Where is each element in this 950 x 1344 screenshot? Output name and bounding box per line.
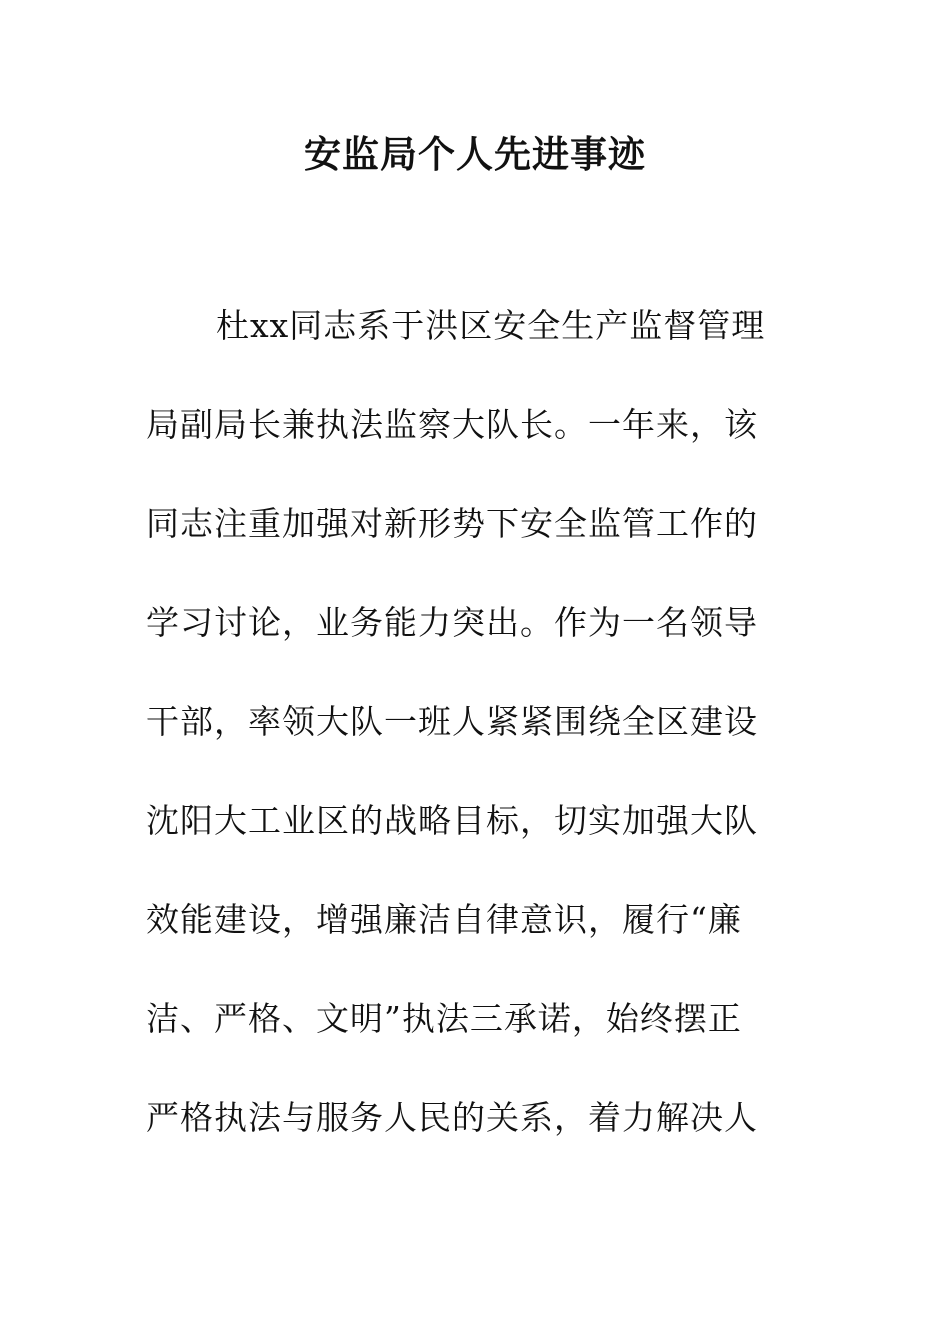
document-title: 安监局个人先进事迹 [304, 132, 646, 176]
document-body [146, 300, 806, 1191]
paragraph-line: 洁、严格、文明”执法三承诺，始终摆正 [146, 999, 742, 1038]
paragraph-line: 杜xx同志系于洪区安全生产监督管理 [216, 306, 766, 345]
paragraph-line: 严格执法与服务人民的关系，着力解决人 [146, 1098, 758, 1137]
paragraph-line: 沈阳大工业区的战略目标，切实加强大队 [146, 801, 758, 840]
paragraph-line: 干部，率领大队一班人紧紧围绕全区建设 [146, 702, 758, 741]
paragraph-line: 效能建设，增强廉洁自律意识，履行“廉 [146, 900, 742, 939]
paragraph-line: 学习讨论，业务能力突出。作为一名领导 [146, 603, 758, 642]
paragraph-line: 局副局长兼执法监察大队长。一年来，该 [146, 405, 758, 444]
paragraph-line: 同志注重加强对新形势下安全监管工作的 [146, 504, 758, 543]
